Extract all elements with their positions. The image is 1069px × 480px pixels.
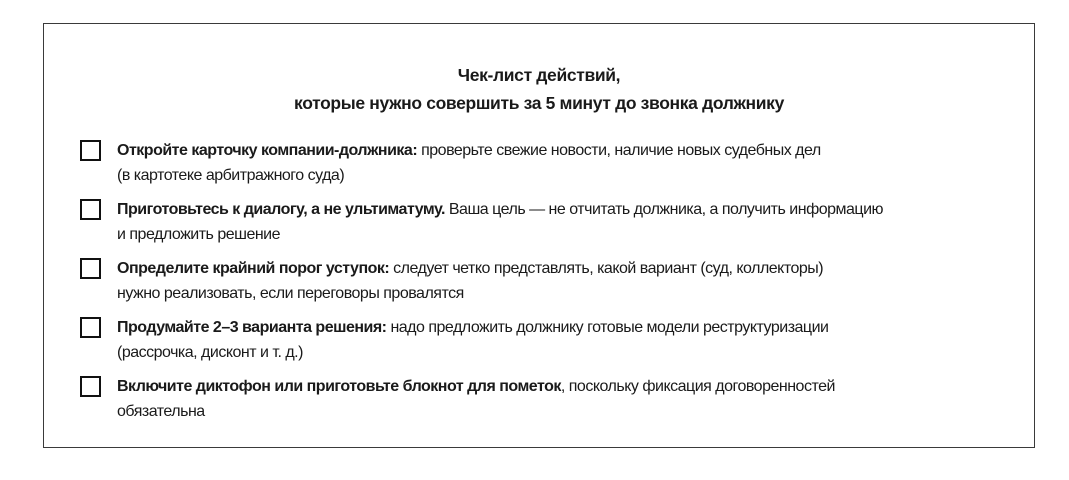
item-text-line-2: (рассрочка, дисконт и т. д.)	[117, 344, 303, 361]
item-text	[117, 374, 1014, 424]
checkbox[interactable]	[80, 140, 101, 161]
item-bold-text: Приготовьтесь к диалогу, а не ультиматуму.	[117, 201, 445, 218]
title-line-1: Чек-лист действий,	[457, 65, 621, 85]
item-text-line-2: и предложить решение	[117, 226, 281, 243]
item-bold-text: Продумайте 2–3 варианта решения:	[117, 319, 387, 336]
item-text-line-2: нужно реализовать, если переговоры провалятся	[117, 285, 464, 302]
item-text	[117, 256, 1014, 306]
checkbox[interactable]	[80, 317, 101, 338]
checkbox[interactable]	[80, 199, 101, 220]
item-text-rest: следует четко представлять, какой вариант (суд, коллекторы)	[389, 260, 824, 277]
item-text	[117, 315, 1014, 365]
item-bold-text: Определите крайний порог уступок:	[117, 260, 390, 277]
checkbox[interactable]	[80, 258, 101, 279]
item-bold-text: Откройте карточку компании-должника:	[117, 142, 418, 159]
item-text	[117, 197, 1014, 247]
item-text-rest: , поскольку фиксация договоренностей	[560, 378, 835, 395]
item-text-rest: Ваша цель — не отчитать должника, а получить информацию	[444, 201, 884, 218]
item-text-line-2: (в картотеке арбитражного суда)	[117, 167, 345, 184]
item-text	[117, 138, 1014, 188]
item-text-line-2: обязательна	[117, 403, 205, 420]
checklist-title	[44, 61, 1034, 117]
item-text-rest: надо предложить должнику готовые модели реструктуризации	[386, 319, 829, 336]
checklist-frame	[43, 23, 1035, 448]
item-text-rest: проверьте свежие новости, наличие новых судебных дел	[417, 142, 821, 159]
item-bold-text: Включите диктофон или приготовьте блокнот для пометок	[117, 378, 561, 395]
title-line-2: которые нужно совершить за 5 минут до звонка должнику	[294, 93, 784, 113]
checkbox[interactable]	[80, 376, 101, 397]
